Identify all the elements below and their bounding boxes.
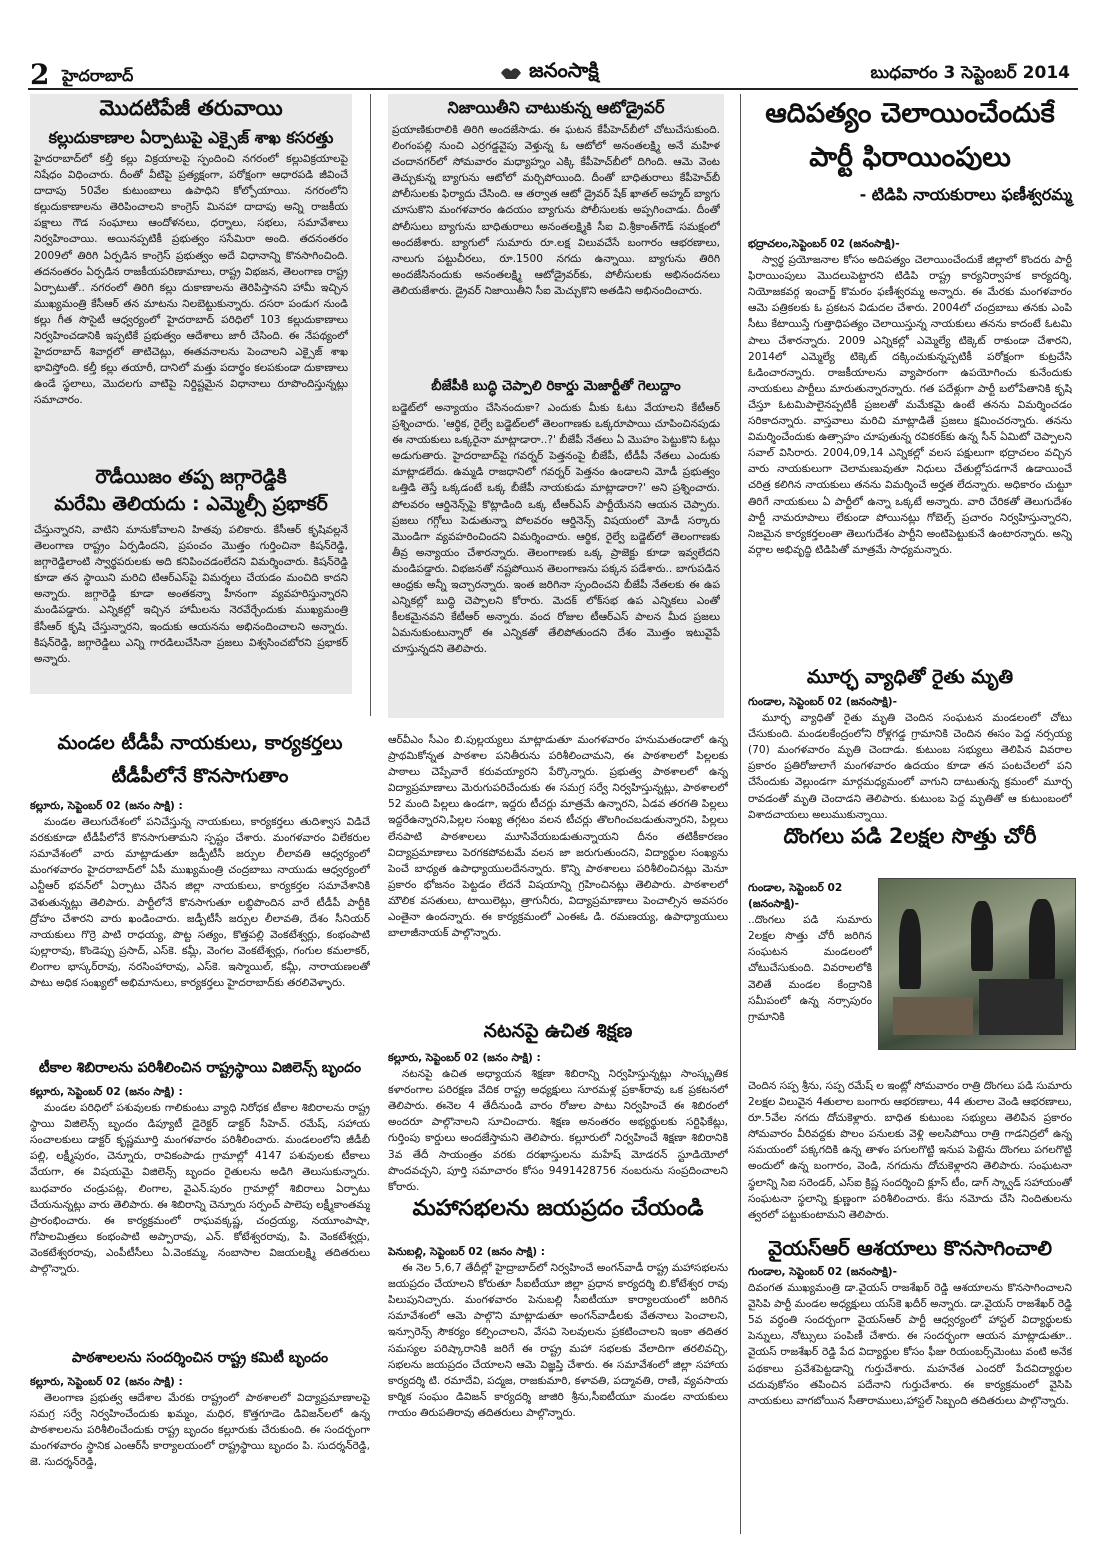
theft-body: చెందిన సప్ప శ్రీను, సప్ప రమేష్‌ ల ఇంట్లో సోమవారం రాత్రి దొంగలు పడి సుమారు 2లక్షల విలువైన 4తులాల బంగారు ఆభరణాలు, 44 తులాల వెండి ఆభరణాలు, రూ.5వేల నగదు దోచుకెళ్లారు. బాధిత కుటుంబ సభ్యులు తెలిపిన ప్రకారం సోమవారం వీరివద్దకు పొలం పనులకు వెళ్లి అలసిపోయి రాత్రి గాడనిద్రలో ఉన్న సమయంలో పక్కగదికి ఉన్న తాళం పగులగొట్టి ఇనుప పెట్టెను దొంగలు పగలగొట్టి అందులో ఉన్న బంగారం, వెండి, నగదును దోచుకెళ్లారని తెలిపారు. సంఘటనా స్థలాన్ని సిఐ సరెండర్‌, ఎస్‌ఐ క్రిష్ణ సందర్శించి క్లూస్‌ టీం, డాగ్‌ స్క్వాడ్‌ సహాయంతో సంఘటనా స్థలాన్ని క్షుణ్ణంగా పరిశీలించారు. కేసు నమోదు చేసి నిందితులను త్వరలో పట్టుకుంటామని తెలిపారు. xyxy=(748,1080,1072,1221)
theft-body-wrap xyxy=(748,1078,1072,1232)
rowdy-body: చేస్తున్నారని, వాటిని మానుకోవాలని హితవు పలికారు. కేసీఆర్‌ కృషివల్లనే తెలంగాణ రాష్ట్రం ఏర్పడిందని, ప్రపంచం మొత్తం గుర్తించినా కిషన్‌రెడ్డి, జగ్గారెడ్డిలాంటి స్వార్థపరులకు అది కనిపించడంలేదని విమర్శించారు. కిషన్‌రెడ్డి కూడా తన స్థాయిని మరిచి టిఆర్‌ఎస్‌పై విమర్శలు చేయడం మంచిది కాదని అన్నారు. జగ్గారెడ్డి కూడా అంతకన్నా హీనంగా వ్యవహరిస్తున్నారని మండిపడ్డారు. ఎన్నికల్లో ఇచ్చిన హామీలను నెరవేర్చేందుకు ముఖ్యమంత్రి కేసీఆర్‌ కృషి చేస్తున్నారని, ఇందుకు ఆయనను అభినందించాలని అన్నారు. కిషన్‌రెడ్డి, జగ్గారెడ్డిలు ఎన్ని గారడిలుచేసినా ప్రజలు విశ్వసించబోరని ప్రభాకర్‌ అన్నారు. xyxy=(34,524,348,665)
bjp-title: బీజేపీకి బుద్ధి చెప్పాలి రికార్డు మెజార్టీతో గెలుద్దాం xyxy=(431,378,681,394)
ysr-article xyxy=(748,1236,1072,1260)
page-number: 2 xyxy=(30,58,50,91)
auto-title: నిజాయితీని చాటుకున్న ఆటోడ్రైవర్‌ xyxy=(447,98,665,117)
farmer-body-wrap xyxy=(748,694,1072,822)
bjp-body-wrap xyxy=(392,400,720,716)
column-rule xyxy=(740,94,741,1534)
person-figure xyxy=(899,909,921,989)
rowdy-article xyxy=(34,466,348,516)
defection-byline: - టిడిపి నాయకురాలు ఫణీశ్వరమ్మ xyxy=(859,184,1072,204)
schools-cont-wrap xyxy=(388,732,728,1016)
liquor-body-wrap xyxy=(34,151,348,463)
liquor-article xyxy=(34,128,348,147)
person-figure xyxy=(971,901,993,971)
farmer-title: మూర్ఛ వ్యాధితో రైతు మృతి xyxy=(806,666,1014,688)
vigilance-body: మండల పరిధిలో పశువులకు గాలికుంటు వ్యాధి నిరోధక టీకాల శిబిరాలను రాష్ట్ర స్థాయి విజిలెన్స్‌ బృందం డిప్యూటీ డైరెక్టర్‌ డాక్టర్‌ సీహెచ్‌. రమేష్‌, సహాయ సంచాలకులు డాక్టర్‌ కృష్ణమూర్తి మంగళవారం పరిశీలించారు. మండలంలోని జీడీబీ పల్లి, లక్ష్మీపురం, చెన్నూరు, రావికంపాడు గ్రామాల్లో 4147 పశువులకు టీకాలు వేయగా, ఈ విషయమై విజిలెన్స్‌ బృందం రైతులను అడిగి తెలుసుకున్నారు. బుధవారం చండ్రుపట్ల, లింగాల, వైఎన్‌.పురం గ్రామాల్లో శిబిరాలు ఏర్పాటు చేయనున్నట్లు వారు తెలిపారు. ఈ శిబిరాన్ని చెన్నూరు సర్పంచ్‌ పాలెపు లక్ష్మీకాంతమ్మ ప్రారంభించారు. ఈ కార్యక్రమంలో రాఘవక్కష్ణ, చంద్రయ్య, నయూంపాషా, గోపాలమిత్రలు కంభంపాటి అప్పారావు, ఎన్‌. కోటేశ్వరరావు, పి. వెంకటేశ్వర్లు, వెంకటేశ్వరరావు, ఎంపీటీసీలు ఏ.వెంకమ్మ, నంబాసాల విజయలక్ష్మి తదితరులు పాల్గొన్నారు. xyxy=(30,1102,370,1276)
acting-article xyxy=(388,1020,728,1043)
mahasabha-body: ఈ నెల 5,6,7 తేదీల్లో హైద్రాబాద్‌లో నిర్వహించే అంగన్‌వాడీ రాష్ట్ర మహాసభలను జయప్రదం చేయాలని కోరుతూ సీఐటీయూ జిల్లా ప్రధాన కార్యదర్శి బి.కోటేశ్వర రావు పిలుపునిచ్చారు. మంగళవారం పెనుబల్లి సీఐటీయూ కార్యాలయంలో జరిగిన సమావేశంలో ఆమె పాల్గొని మాట్లాడుతూ అంగన్‌వాడీలకు వేతనాలు పెంచాలని, ఇన్సూరెన్స్‌ సౌకర్యం కల్పించాలని, వేసవి సెలవులను ప్రకటించాలని ఇంకా తదితర సమస్యల పరిష్కారానికి జరిగే ఈ రాష్ట్ర మహా సభలకు వేలాదిగా తరలివచ్చి, సభలను జయప్రదం చేయాలని ఆమె విజ్ఞప్తి చేశారు. ఈ సమావేశంలో జిల్లా సహాయ కార్యదర్శి టి. రమాదేవి, పద్మజ, రాజకుమారి, కళావతి, పద్మావతి, రాణి, వ్యవసాయ కార్మిక సంఘం డివిజన్‌ కార్యదర్శి జాజిరి శ్రీను,సీఐటీయూ మండల నాయకులు గాయం తిరుపతిరావు తదితరులు పాల్గొన్నారు. xyxy=(388,1262,728,1419)
mahasabha-dateline: పెనుబల్లి, సెప్టెంబర్‌ 02 (జనం సాక్షి) : xyxy=(388,1246,546,1258)
hands-logo-icon xyxy=(500,63,522,81)
auto-body: ప్రయాణికురాలికి తిరిగి అందజేసాడు. ఈ ఘటన కేపీహెచ్‌బీలో చోటుచేసుకుంది. లింగంపల్లి నుంచి ఎర్రగడ్డవైపు వెళ్తున్న ఓ ఆటోలో అనంతలక్ష్మి అనే మహిళ చందానగర్‌లో సోమవారం మధ్యాహ్నం ఎక్కి కేపీహెచ్‌బీలో దిగింది. ఆమె వెంట తెచ్చుకున్న బ్యాగును ఆటోలో మర్చిపోయింది. దీంతో బాధితురాలు కేపీహెచ్‌బీ పోలీసులకు ఫిర్యాదు చేసింది. ఆ తర్వాత ఆటో డ్రైవర్‌ షేక్‌ ఖాతల్‌ అహ్మద్‌ బ్యాగు చూసుకొని మంగళవారం ఉదయం బ్యాగును పోలీసులకు అప్పగించాడు. దీంతో పోలీసులు బ్యాగును బాధితురాలు అనంతలక్ష్మికి సీఐ వి.శ్రీకాంత్‌గౌడ్‌ సమక్షంలో అందజేశారు. బ్యాగులో సుమారు రూ.లక్ష విలువచేసే బంగారం ఆభరణాలు, నాలుగు పట్టుచీరలు, రూ.1500 నగదు ఉన్నాయి. బ్యాగును తిరిగి అందజేసినందుకు అనంతలక్ష్మి ఆటోడ్రైవర్‌కు, పోలీసులకు అభినందనలు తెలియజేశారు. డ్రైవర్‌ నిజాయితీని సీఐ మెచ్చుకొని అతడిని అభినందించారు. xyxy=(392,124,720,297)
issue-date: బుధవారం 3 సెప్టెంబర్ 2014 xyxy=(870,63,1070,83)
tdp-article xyxy=(30,732,370,788)
schools-team-body: తెలంగాణ ప్రభుత్వ ఆదేశాల మేరకు రాష్ట్రంలో పాఠశాలలో విద్యాప్రమాణాలపై సమగ్ర సర్వే నిర్వహించేందుకు ఖమ్మం, మధిర, కొత్తగూడెం డివిజన్‌లలో ఉన్న పాఠశాలలను పరిశీలించేందుకు రాష్ట్ర బృందం కల్లూరుకు చేరుకుంది. ఈ సందర్భంగా మంగళవారం స్థానిక ఎంఆర్‌సీ కార్యాలయంలో రాష్ట్రస్థాయి బృందం పి. సుదర్శన్‌రెడ్డి, జె. సుదర్శన్‌రెడ్డి, xyxy=(30,1392,370,1469)
defection-body: స్వార్థ ప్రయోజనాల కోసం అదిపత్యం చెలాయించేందుకే జిల్లాలో కొందరు పార్టీ ఫిరాయింపులు మొదలుపెట్టారని టిడిపి రాష్ట్ర కార్యనిర్వాహక కార్యదర్శి, నియోజకవర్గ ఇంచార్జ్‌ కొమరం ఫణీశ్వరమ్మ అన్నారు. ఈ మేరకు మంగళవారం ఆమె పత్రికలకు ఓ ప్రకటన విడుదల చేశారు. 2004లో చంద్రబాబు తనకు ఎంపి సీటు కేటాయిస్తే గుత్తాధిపత్యం చెలాయిస్తున్న నాయకులు తనను కాదంటే ఓటమి పాలు చేశారన్నారు. 2009 ఎన్నికల్లో ఎమ్మెల్యే టిక్కెట్‌ రాకుండా చేశారని, 2014లో ఎమ్మెల్యే టిక్కెట్‌ దక్కించుకున్నప్పటికీ పరోక్షంగా కుట్రచేసి ఓడించారన్నారు. రాజకీయాలను వ్యాపారంగా ఉపయోగించు కునేందుకు నాయకులు పార్టీలు మారుతున్నారన్నారు. గత పదేళ్లుగా పార్టీ బలోపేతానికి కృషి చేస్తూ ఓటమిపాలైనప్పటికీ ప్రజలతో మమేకమై ఉంటే తనను విమర్శించడం సరికాదన్నారు. వాస్తవాలు మరిచి మాట్లాడితే ప్రజలు క్షమించరన్నారు. తనను విమర్శించేందుకు ఉత్సాహం చూపుతున్న రవికరక్‌కు ఉన్న సీన్‌ ఏమిటో చెప్పాలని సవాల్‌ విసిరారు. 2004,09,14 ఎన్నికల్లో వలస పక్షులుగా భద్రాచలం వచ్చిన వారు నాయకులుగా చెలామణువుతూ నిధులు చేతుల్లోపడగానే ఉడాయించే చరిత్ర కలిగిన నాయకులు తనను విమర్శించే అర్హత లేదన్నారు. అధికారం చుట్టూ తిరిగే నాయకులు ఏ పార్టీలో ఉన్నా ఒక్కటే అన్నారు. వారి చేరికతో తెలుగుదేశం పార్టీ నామరూపాలు లేకుండా పోయినట్లు గోబెల్స్‌ ప్రచారం నిర్వహిస్తున్నారని, నిజమైన కార్యకర్తలంతా తెలుగుదేశం పార్టీని అంటిపెట్టుకునే ఉంటారన్నారు. అన్ని వర్గాల అభివృద్ధి టిడిపితో మాత్రమే సాధ్యమన్నారు. xyxy=(748,254,1072,556)
acting-body: నటనపై ఉచిత అధ్యాయన శిక్షణా శిబిరాన్ని నిర్వహిస్తున్నట్లు సాంస్కృతిక కళారంగాల పరిరక్షణ వేదిక రాష్ట్ర అధ్యక్షులు సూరమళ్ల ప్రకాశ్‌రావు ఒక ప్రకటనలో తెలిపారు. ఈనెల 4 తేదీనుండి వారం రోజుల పాటు నిర్వహించే ఈ శిబిరంలో అందరూ పాల్గొనాలని సూచించారు. శిక్షణ అనంతరం అభ్యర్థులకు సర్టిఫికేట్లు, గుర్తింపు కార్డులు అందజేస్తామని తెలిపారు. కల్లూరులో నిర్వహించే శిక్షణా శిబిరానికి 3వ తేదీ సాయంత్రం వరకు దరఖాస్తులను మహేష్‌ మోడరన్‌ స్టూడియోలో పొందవచ్చని, పూర్తి సమాచారం కోసం 9491428756 నంబరును సంప్రదించాలని కోరారు. xyxy=(388,1068,728,1193)
auto-body-wrap xyxy=(392,122,720,378)
defection-body-wrap xyxy=(748,236,1072,640)
auto-article xyxy=(392,98,720,117)
acting-dateline: కల్లూరు, సెప్టెంబర్‌ 02 (జనం సాక్షి) : xyxy=(388,1052,541,1064)
theft-title: దొంగలు పడి 2లక్షల సొత్తు చోరీ xyxy=(783,824,1037,848)
tdp-body-wrap xyxy=(30,798,370,1058)
ysr-dateline: గుండాల, సెప్టెంబర్‌ 02 (జనంసాక్షి)- xyxy=(748,1266,898,1278)
bjp-body: బడ్జెట్‌లో అన్యాయం చేసినందుకా? ఎందుకు మీకు ఓటు వేయాలని కేటీఆర్‌ ప్రశ్నించారు. 'ఆర్థిక, రైల్వే బడ్జెట్‌లలో తెలంగాణకు ఒక్కరూపాయి చూపించినపుడు ఈ నాయకులు ఒక్కరైనా మాట్లాడారా..?' బీజేపీ నేతలు ఏ మొహం పెట్టుకొని ఓట్లు అడుగుతారు. హైదరాబాద్‌పై గవర్నర్‌ పెత్తనంపై బీజేపీ, టీడీపీ నేతలు ఎందుకు మాట్లాడలేదు. ఉమ్మడి రాజధానిలో గవర్నర్‌ పెత్తనం ఉండాలని మోడీ ప్రభుత్వం ఒత్తిడి తెస్తే ఒక్కడంటే ఒక్క బీజేపీ నాయకుడు మాట్లాడారా?' అని ప్రశ్నించారు. పోలవరం ఆర్డినెన్స్‌పై కొట్లాడింది ఒక్క టీఆర్‌ఎస్‌ పార్టీయేనని ఆయన చెప్పారు. ప్రజలు గగ్గోలు పెడుతున్నా పోలవరం ఆర్డినెన్స్‌ విషయంలో మోడీ సర్కారు మొండిగా వ్యవహరించిందని విమర్శించారు. ఆర్థిక, రైల్వే బడ్జెట్‌లో తెలంగాణకు తీవ్ర అన్యాయం చేశారన్నారు. తెలంగాణకు ఒక్క ప్రాజెక్టు కూడా ఇవ్వలేదని మండిపడ్డారు. విభజనతో నష్టపోయిన తెలంగాణను పక్కన పడేశారు.. బాగుపడిన ఆంధ్రకు అన్నీ ఇచ్చారన్నారు. ఇంత జరిగినా స్పందించని బీజేపీ నేతలకు ఈ ఉప ఎన్నికల్లో బుద్ధి చెప్పాలని కోరారు. మెదక్‌ లోక్‌సభ ఉప ఎన్నికలు ఎంతో కీలకమైనవని కేటీఆర్‌ అన్నారు. వంద రోజుల టీఆర్‌ఎస్‌ పాలన మీద ప్రజలు ఏమనుకుంటున్నారో ఈ ఎన్నికతో తేలిపోతుందని దేశం మొత్తం ఇటువైపే చూస్తున్నదని తెలిపారు. xyxy=(392,402,720,656)
ysr-title: వైయస్‌ఆర్‌ ఆశయాలు కొనసాగించాలి xyxy=(767,1236,1053,1260)
tdp-title-2: టీడీపీలోనే కొనసాగుతాం xyxy=(111,764,289,787)
defection-title-1: ఆదిపత్యం చెలాయించేందుకే xyxy=(765,98,1055,129)
defection-dateline: భద్రాచలం,సెప్టెంబర్‌ 02 (జనంసాక్షి)- xyxy=(748,238,900,250)
broken-trunk xyxy=(979,979,1063,1035)
liquor-title: కల్లుదుకాణాల ఏర్పాటుపై ఎక్సైజ్‌ శాఖ కసరత్తు xyxy=(48,128,334,147)
banner-text: మొదటిపేజీ తరువాయి xyxy=(99,96,283,120)
farmer-dateline: గుండాల, సెప్టెంబర్‌ 02 (జనంసాక్షి)- xyxy=(748,696,898,708)
schools-team-article xyxy=(30,1350,370,1367)
clothes-pile xyxy=(893,997,973,1035)
masthead-title: జనంసాక్షి xyxy=(528,58,599,82)
section-city: హైదరాబాద్ xyxy=(62,66,134,85)
vigilance-body-wrap xyxy=(30,1084,370,1346)
farmer-body: మూర్ఛ వ్యాధితో రైతు మృతి చెందిన సంఘటన మండలంలో చోటు చేసుకుంది. మండలకేంద్రంలోని రోళ్లగడ్డ గ్రామానికి చెందిన ఈసం పెద్ద నర్సయ్య (70) మంగళవారం మృతి చెందాడు. కుటుంబ సభ్యులు తెలిపిన వివరాల ప్రకారం ప్రతిరోజులాగే మంగళవారం ఉదయం కూడా తన పంటచేలలో పని చేసేందుకు వెల్లుండగా మార్గమధ్యమంలో వాగుని దాటుతున్న క్రమంలో మూర్ఛ రావడంతో మృతి చెందాడని తెలిపారు. కుటుంబ పెద్ద మృతితో ఆ కుటుంబంలో విశాదచాయలు అలుముకున్నాయి. xyxy=(748,712,1072,821)
schools-cont-body: ఆర్‌వీఎం సీఎం బి.పుల్లయ్యలు మాట్లాడుతూ మంగళవారం హనుమతండాలో ఉన్న ప్రాథమికోన్నత పాఠశాల పనితీరును పరిశీలించామని, ఈ పాఠశాలలో పిల్లలకు పాఠాలు చెప్పేవారే కరువయ్యారని పేర్కొన్నారు. ప్రభుత్వ పాఠశాలలో ఉన్న విద్యాప్రమాణాలు మెరుగుపరిచేందుకు ఈ సమగ్ర సర్వే నిర్వహిస్తున్నట్లు, పాఠశాలలో 52 మంది పిల్లలు ఉండగా, ఇద్దరు టీచర్లు మాత్రమే ఉన్నారని, ఏడవ తరగతి పిల్లలు ఇద్దరేఉన్నారని,పిల్లల సంఖ్య తగ్గటం వలన టీచర్లు తొలగించబడుతున్నారని, పిల్లలు లేనపాటి పాఠశాలలు మూసివేయబడుతున్నాయని దీనం తటికీకారణం విద్యాప్రమాణాలు పెరగకపోవటమే వలన జా జరుగుతుందని, విద్యార్థుల సంఖ్యను పెంచే బాధ్యత ఉపాధ్యాయులదేనన్నారు. కొన్ని పాఠశాలలు పరిశీలించినట్లు మెనూ ప్రకారం భోజనం పెట్టడం లేదనే విషయాన్ని గ్రహించినట్లు తెలిపారు. పాఠశాలలో మౌలిక వసతులు, టాయిలెట్లు, త్రాగునీరు, విద్యాప్రమాణాలు పెంచాల్సిన అవసరం ఎంతైనా ఉందన్నారు. ఈ కార్యక్రమంలో ఎంఈఓ డి. రమణయ్య, ఉపాధ్యాయులు బాలాజీనాయక్‌ పాల్గొన్నారు. xyxy=(388,734,728,940)
mahasabha-article xyxy=(388,1196,728,1222)
ysr-body-wrap xyxy=(748,1264,1072,1532)
mahasabha-title: మహాసభలను జయప్రదం చేయండి xyxy=(412,1196,704,1221)
bjp-article xyxy=(392,378,720,394)
theft-photo xyxy=(878,878,1076,1050)
defection-title-2: పార్టీ ఫిరాయింపులు xyxy=(809,142,1011,174)
column-rule xyxy=(370,94,371,716)
acting-body-wrap xyxy=(388,1050,728,1193)
front-continued-banner xyxy=(30,96,352,121)
ysr-body: దివంగత ముఖ్యమంత్రి డా.వైయస్‌ రాజశేఖర్‌ రెడ్డి ఆశయాలను కొనసాగించాలని వైసిపి పార్టీ మండల అధ్యక్షులు యస్‌కె ఖదీర్‌ అన్నారు. డా.వైయస్‌ రాజశేఖర్‌ రెడ్డి 5వ వర్ధంతి సందర్బంగా వైయస్‌ఆర్‌ పార్టీ ఆధ్వర్యంలో హాస్టల్‌ విద్యార్థులకు పెన్నులు, నోట్సులు పంపిణీ చేశారు. ఈ సందర్భంగా ఆయన మాట్లాడుతూ.. వైయస్‌ రాజశేఖర్‌ రెడ్డి పేద విద్యార్థుల కోసం ఫీజు రియంబర్స్‌మెంటు వంటి అనేక పథకాలు ప్రవేశపెట్టడాన్ని గుర్తుచేశారు. మహనేత ఎందరో పేదవిద్యార్థుల చదువుకోసం తపించిన పదేనాని గుర్తుచేశారు. ఈ కార్యక్రమంలో వైసిపి నాయకులు వాగబోయిన సీతారాములు,హాస్టల్‌ సిబ్బంది తదితరులు పాల్గొన్నారు. xyxy=(748,1282,1072,1407)
defection-article xyxy=(748,98,1072,204)
theft-article xyxy=(748,824,1072,849)
masthead xyxy=(500,58,599,87)
rowdy-body-wrap xyxy=(34,522,348,690)
mahasabha-body-wrap xyxy=(388,1244,728,1534)
vigilance-dateline: కల్లూరు, సెప్టెంబర్‌ 02 (జనం సాక్షి) : xyxy=(30,1086,183,1098)
vigilance-title: టీకాల శిబిరాలను పరిశీలించిన రాష్ట్రస్థాయి విజిలెన్స్‌ బృందం xyxy=(38,1060,362,1076)
person-figure xyxy=(1029,899,1055,983)
schools-team-title: పాఠశాలలను సందర్శించిన రాష్ట్ర కమిటీ బృందం xyxy=(71,1350,329,1366)
theft-side-wrap xyxy=(748,880,872,1080)
schools-team-body-wrap xyxy=(30,1374,370,1534)
theft-dateline-1: గుండాల, సెప్టెంబర్‌ 02 xyxy=(748,882,843,894)
rowdy-title-1: రౌడీయిజం తప్ప జగ్గారెడ్డికి xyxy=(95,466,287,488)
farmer-article xyxy=(748,666,1072,689)
tdp-dateline: కల్లూరు, సెప్టెంబర్‌ 02 (జనం సాక్షి) : xyxy=(30,800,183,812)
liquor-body: హైదరాబాద్‌లో కల్తీ కల్లు విక్రయాలపై స్పందించి నగరంలో కల్లువిక్రయాలపై నిషేధం విధించారు. దీంతో వీటిపై ప్రత్యక్షంగా, పరోక్షంగా ఆధారపడి జీవించే దాదాపు 50వేల కుటుంబాలు ఉపాధిని కోల్పోయాయి. నగరంలోని కల్లుదుకాణాలను తెరిపించాలని కాంగ్రెస్‌ మినహా దాదాపు అన్ని రాజకీయ పక్షాలు గౌడ సంఘాలు ఆందోళనలు, ధర్నాలు, సభలు, సమావేశాలు నిర్వహించాయి. అయినప్పటికీ ప్రభుత్వం ససేమిరా అంది. తదనంతరం 2009లో తిరిగి ఏర్పడిన కాంగ్రెస్‌ ప్రభుత్వం అదే విధానాన్ని కొనసాగించింది. తదనంతరం ఏర్పడిన రాజకీయపరిణామాలు, రాష్ట్ర విభజన, తెలంగాణ రాష్ట్ర ఏర్పాటుతో.. నగరంలో తిరిగి కల్లు దుకాణాలను తెరిపిస్తానని హామీ ఇచ్చిన ముఖ్యమంత్రి కేసీఆర్‌ తన మాటను నిలబెట్టుకున్నారు. దసరా పండుగ నుండి కల్లు గీత సొసైటీ ఆధ్వర్యంలో హైదరాబాద్‌ పరిధిలో 103 కల్లుదుకాణాలు నిర్వహించడానికి ఇప్పటికే ప్రభుత్వం ఆదేశాలు జారీ చేసింది. ఈ నేపథ్యంలో హైదరాబాద్‌ శివార్లలో తాటిచెట్లు, ఈతవనాలను పెంచాలని ఎక్సైజ్‌ శాఖ భావిస్తోంది. కల్తీ కల్లు తయారీ, దానిలో మత్తు పదార్థం కలపకుండా దుకాణాలు ఉండే స్థలాలు, మొదలగు వాటిపై నిర్దిష్టమైన విధానాలు రూపొందిస్తున్నట్లు సమాచారం. xyxy=(34,153,348,407)
acting-title: నటనపై ఉచిత శిక్షణ xyxy=(483,1020,633,1042)
theft-dateline-2: (జనంసాక్షి)- xyxy=(748,898,800,911)
theft-side-text: ..దొంగలు పడి సుమారు 2లక్షల సొత్తు చోరీ జరిగిన సంఘటన మండలంలో చోటుచేసుకుంది. వివరాలలోకి వెలితే మండల కేంద్రానికి సమీపంలో ఉన్న నర్సాపురం గ్రామానికి xyxy=(748,914,872,1023)
schools-team-dateline: కల్లూరు, సెప్టెంబర్‌ 02 (జనం సాక్షి) : xyxy=(30,1376,183,1388)
vigilance-article xyxy=(30,1060,370,1077)
tdp-title-1: మండల టీడీపీ నాయకులు, కార్యకర్తలు xyxy=(57,732,343,754)
tdp-body: మండల తెలుగుదేశంలో పనిచేస్తున్న నాయకులు, కార్యకర్తలు తుదిశ్వాస విడిచే వరకుకూడా టీడీపీలోనే కొనసాగుతామని స్పష్టం చేశారు. మంగళవారం విలేకరుల సమావేశంలో వారు మాట్లాడుతూ జడ్పీటీసీ జర్పుల లీలావతి ఆధ్వర్యంలో మంగళవారం హైదరాబాద్‌లో ఏపీ ముఖ్యమంత్రి చంద్రబాబు నాయుడు ఆధ్వర్యంలో ఎన్టీఆర్‌ భవన్‌లో ఏర్పాటు చేసిన జిల్లా నాయకులు, కార్యకర్తల సమావేశానికి వెళుతున్నట్లు తెలిపారు. పార్టీలోనే కొనసాగుతూ లబ్ధిపొందిన వారే టీడీపీ పార్టీకి ద్రోహం చేశారని వారు ఖండించారు. జడ్పీటీసీ జర్పుల లీలావతి, దేశం సీనియర్‌ నాయకులు గొర్రె పాటి రాధయ్య, పొట్ట సత్యం, కొత్తపల్లి వెంకటేశ్వర్లు, కంభంపాటి పుల్లారావు, కొండెప్పు ప్రసాద్‌, ఎస్‌కె. కమ్లీ, వెంగల వెంకటేశ్వర్లు, గంగుల కమలాకర్‌, లింగాల భాస్కర్‌రావు, నరసింహారావు, ఎస్‌కె. ఇస్మాయిల్‌, కమ్లీ, నారాయణలతో పాటు అధిక సంఖ్యలో అభిమానులు, కార్యకర్తలు హైదరాబాద్‌కు తరలివెళ్ళారు. xyxy=(30,816,370,990)
rowdy-title-2: మరేమి తెలియదు : ఎమ్మెల్సీ ప్రభాకర్‌ xyxy=(54,492,328,515)
